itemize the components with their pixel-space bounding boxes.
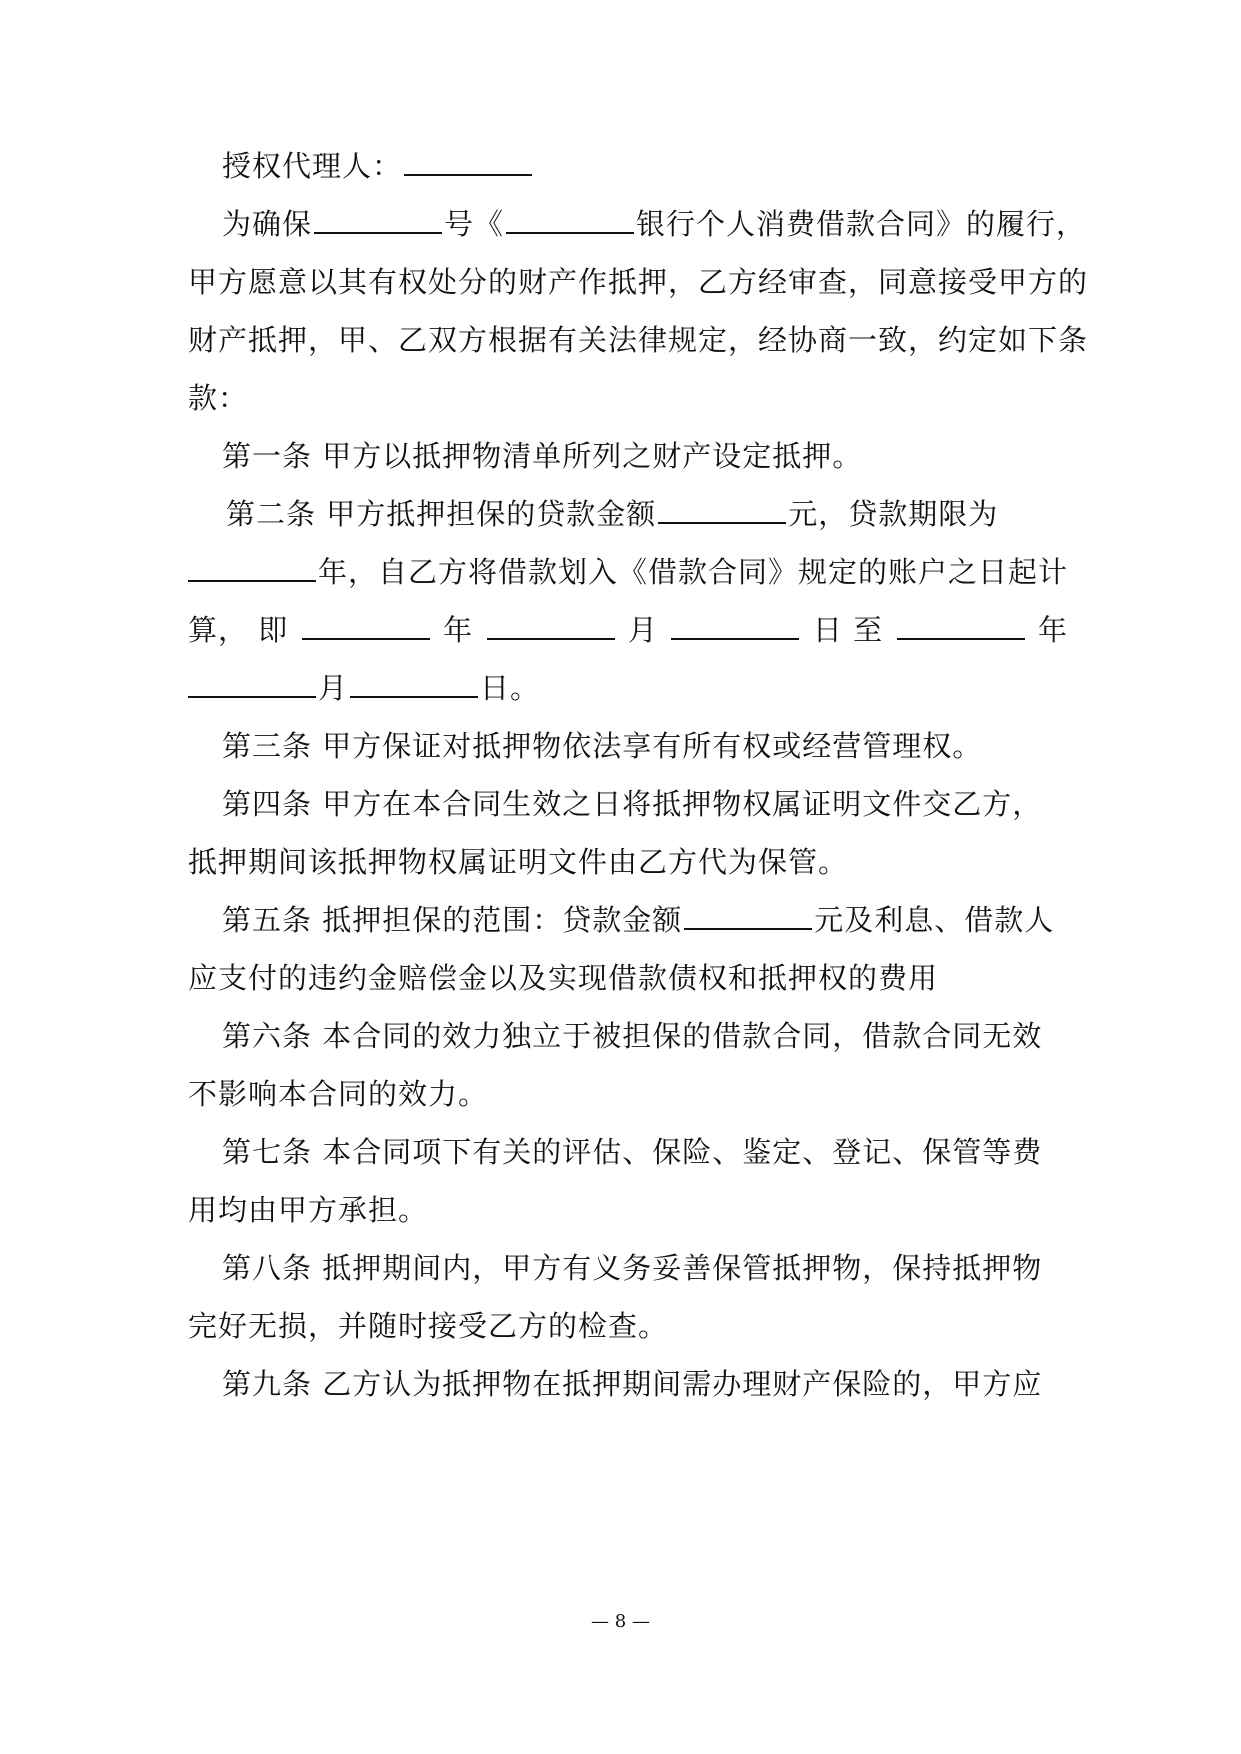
preamble-line-1 xyxy=(222,204,1102,244)
article-4-line-2: 抵押期间该抵押物权属证明文件由乙方代为保管。 xyxy=(188,845,849,879)
article-8-line-1: 第八条 抵押期间内，甲方有义务妥善保管抵押物，保持抵押物 xyxy=(222,1251,1043,1285)
article-text: 日 至 xyxy=(812,613,884,647)
authorized-agent-label: 授权代理人： xyxy=(222,149,403,183)
preamble-text: 号《 xyxy=(444,207,505,241)
contract-number-blank xyxy=(314,204,442,234)
page-number: — 8 — xyxy=(591,1611,650,1632)
preamble-line-3: 财产抵押，甲、乙双方根据有关法律规定，经协商一致，约定如下条 xyxy=(188,323,1089,357)
article-5-line-2: 应支付的违约金赔偿金以及实现借款债权和抵押权的费用 xyxy=(188,961,939,995)
authorized-agent-blank xyxy=(404,146,532,176)
article-text: 年，自乙方将借款划入《借款合同》规定的账户之日起计 xyxy=(318,555,1069,589)
article-6-line-2: 不影响本合同的效力。 xyxy=(188,1077,489,1111)
article-9-line-1: 第九条 乙方认为抵押物在抵押期间需办理财产保险的，甲方应 xyxy=(222,1367,1043,1401)
article-2-line-1 xyxy=(226,494,1106,534)
article-text: 算， 即 xyxy=(188,613,289,647)
start-month-blank xyxy=(487,610,615,640)
article-text: 元及利息、借款人 xyxy=(814,903,1055,937)
start-year-blank xyxy=(302,610,430,640)
article-2-line-2 xyxy=(188,552,1068,592)
preamble-text: 银行个人消费借款合同》的履行， xyxy=(636,207,1087,241)
end-year-blank xyxy=(897,610,1025,640)
article-8-line-2: 完好无损，并随时接受乙方的检查。 xyxy=(188,1309,669,1343)
article-text: 第二条 甲方抵押担保的贷款金额 xyxy=(226,497,657,531)
article-text: 年 xyxy=(1037,613,1068,647)
article-text: 月 xyxy=(318,671,349,705)
preamble-line-2: 甲方愿意以其有权处分的财产作抵押，乙方经审查，同意接受甲方的 xyxy=(188,265,1089,299)
article-5-line-1 xyxy=(222,900,1102,940)
article-text: 第五条 抵押担保的范围：贷款金额 xyxy=(222,903,683,937)
article-text: 日。 xyxy=(480,671,541,705)
article-2-line-4 xyxy=(188,668,1068,708)
article-text: 月 xyxy=(627,613,658,647)
article-text: 年 xyxy=(443,613,474,647)
article-7-line-1: 第七条 本合同项下有关的评估、保险、鉴定、登记、保管等费 xyxy=(222,1135,1043,1169)
start-day-blank xyxy=(671,610,799,640)
guarantee-amount-blank xyxy=(684,900,812,930)
article-text: 元，贷款期限为 xyxy=(788,497,999,531)
article-1: 第一条 甲方以抵押物清单所列之财产设定抵押。 xyxy=(222,439,863,473)
end-month-blank xyxy=(188,668,316,698)
bank-name-blank xyxy=(506,204,634,234)
article-6-line-1: 第六条 本合同的效力独立于被担保的借款合同，借款合同无效 xyxy=(222,1019,1043,1053)
article-7-line-2: 用均由甲方承担。 xyxy=(188,1193,429,1227)
authorized-agent-line xyxy=(222,146,1102,186)
article-3: 第三条 甲方保证对抵押物依法享有所有权或经营管理权。 xyxy=(222,729,983,763)
article-4-line-1: 第四条 甲方在本合同生效之日将抵押物权属证明文件交乙方， xyxy=(222,787,1043,821)
preamble-line-4: 款： xyxy=(188,381,249,415)
article-2-line-3 xyxy=(188,610,1068,650)
loan-amount-blank xyxy=(658,494,786,524)
end-day-blank xyxy=(350,668,478,698)
preamble-text: 为确保 xyxy=(222,207,313,241)
loan-term-blank xyxy=(188,552,316,582)
